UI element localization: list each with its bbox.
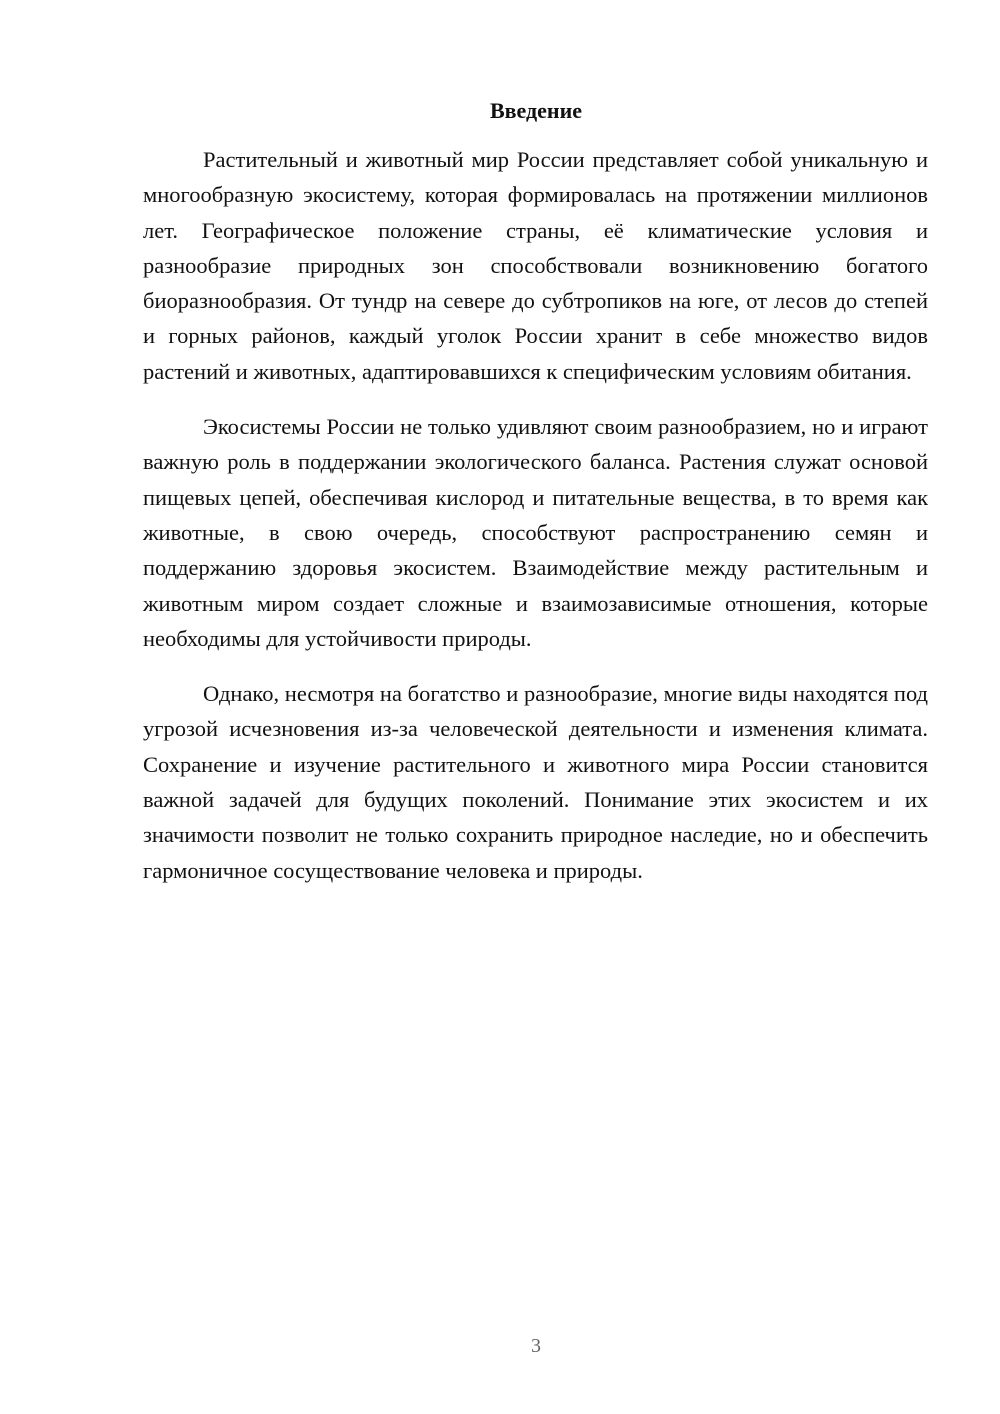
section-title: Введение: [489, 98, 583, 123]
paragraph-1: Растительный и животный мир России представляет собой уникальную и многообразную экосистему, которая формировалась на протяжении миллионов лет. Географическое положение страны, её климатические условия и разнообразие природных зон способствовали возникновению богатого биоразнообразия. От тундр на севере до субтропиков на юге, от лесов до степей и горных районов, каждый уголок России хранит в себе множество видов растений и животных, адаптировавшихся к специфическим условиям обитания.: [143, 147, 928, 384]
paragraph-3: Однако, несмотря на богатство и разнообразие, многие виды находятся под угрозой исчезновения из-за человеческой деятельности и изменения климата. Сохранение и изучение растительного и животного мира России становится важной задачей для будущих поколений. Понимание этих экосистем и их значимости позволит не только сохранить природное наследие, но и обеспечить гармоничное сосуществование человека и природы.: [143, 681, 928, 883]
paragraph-2: Экосистемы России не только удивляют своим разнообразием, но и играют важную роль в поддержании экологического баланса. Растения служат основой пищевых цепей, обеспечивая кислород и питательные вещества, в то время как животные, в свою очередь, способствуют распространению семян и поддержанию здоровья экосистем. Взаимодействие между растительным и животным миром создает сложные и взаимозависимые отношения, которые необходимы для устойчивости природы.: [143, 414, 928, 651]
page-number: 3: [531, 1335, 541, 1357]
body-text: [143, 142, 928, 888]
